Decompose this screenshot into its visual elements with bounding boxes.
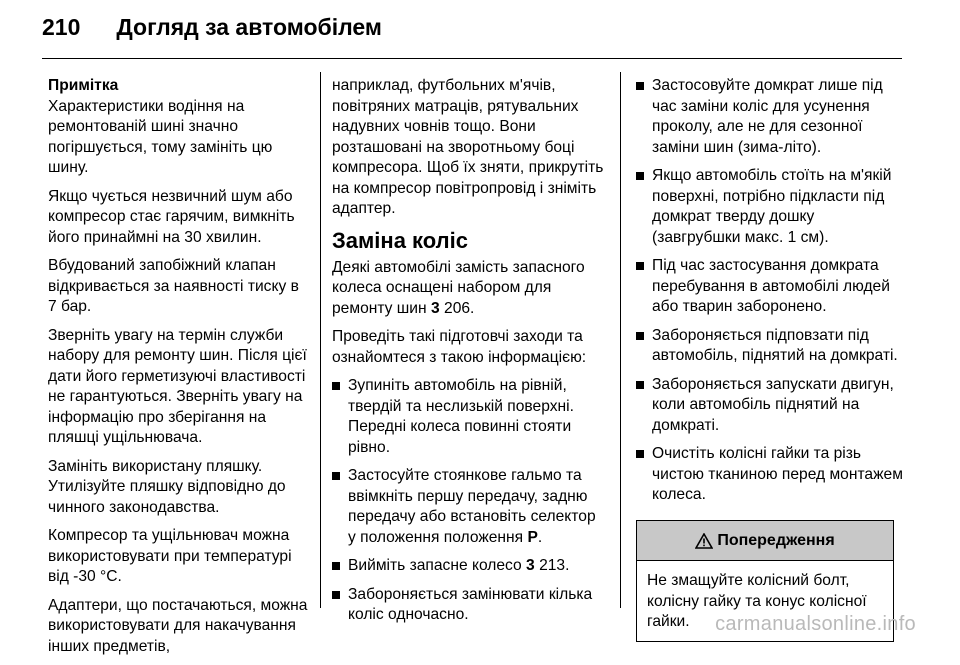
bullet-square-icon xyxy=(636,262,644,270)
paragraph: наприклад, футбольних м'ячів, повітряних матраців, рятувальних надувних човнів тощо. Вони розташовані на зворотньому боці компресора. Щоб їх зняти, прикрутіть на компресор повітропровід і зніміть адаптер. xyxy=(332,77,604,217)
list-item xyxy=(332,585,604,626)
bullet-square-icon xyxy=(636,332,644,340)
warning-title: Попередження xyxy=(717,531,835,549)
list-item xyxy=(636,444,904,506)
note-title: Примітка xyxy=(48,77,119,94)
bullet-square-icon xyxy=(636,82,644,90)
watermark: carmanualsonline.info xyxy=(715,613,916,635)
list-item xyxy=(332,376,604,458)
gear-position-p: P xyxy=(527,528,538,546)
list-item-text: Застосуйте стоянкове гальмо та ввімкніть першу передачу, задню передачу або встановіть селектор у положення положення xyxy=(348,467,596,546)
paragraph: Характеристики водіння на ремонтованій шині значно погіршується, тому замініть цю шину. xyxy=(48,97,273,176)
bullet-square-icon xyxy=(636,450,644,458)
column-divider-1 xyxy=(320,72,321,608)
prep-paragraph: Проведіть такі підготовчі заходи та ознайомтеся з такою інформацією: xyxy=(332,328,587,366)
intro-ref[interactable]: 206. xyxy=(444,299,475,317)
page-header xyxy=(42,14,382,54)
list-item-text: Вийміть запасне колесо xyxy=(348,557,522,574)
bullet-square-icon xyxy=(332,382,340,390)
column-2 xyxy=(332,76,604,634)
page-ref-icon: 3 xyxy=(526,557,535,574)
list-item: Застосуйте стоянкове гальмо та ввімкніть першу передачу, задню передачу або встановіть селектор у положення положення P. xyxy=(332,466,604,548)
safety-list xyxy=(636,76,904,506)
warning-triangle-icon xyxy=(695,533,713,549)
warning-header xyxy=(637,521,893,562)
column-1 xyxy=(48,76,308,665)
list-item-text: Забороняється замінювати кілька коліс одночасно. xyxy=(348,585,593,623)
bullet-square-icon xyxy=(332,472,340,480)
bullet-square-icon xyxy=(636,172,644,180)
bullet-square-icon xyxy=(332,562,340,570)
paragraph: Зверніть увагу на термін служби набору для ремонту шин. Після цієї дати його герметизуючі властивості не гарантуються. Зверніть увагу на інформацію про зберігання на пляшці ущільнювача. xyxy=(48,326,307,446)
column-divider-2 xyxy=(620,72,621,608)
list-item-text: Під час застосування домкрата перебування в автомобілі людей або тварин заборонено. xyxy=(652,257,890,315)
header-divider xyxy=(42,58,902,59)
page-ref-icon: 3 xyxy=(430,299,440,317)
list-item xyxy=(636,326,904,367)
paragraph: Вбудований запобіжний клапан відкривається за наявності тиску в 7 бар. xyxy=(48,257,299,315)
list-item-text: Очистіть колісні гайки та різь чистою тканиною перед монтажем колеса. xyxy=(652,445,903,503)
list-item xyxy=(332,556,604,577)
bullet-square-icon xyxy=(636,381,644,389)
list-item xyxy=(636,256,904,318)
bullet-square-icon xyxy=(332,591,340,599)
page-title: Догляд за автомобілем xyxy=(116,14,382,40)
list-item-text: Зупиніть автомобіль на рівній, твердій та неслизькій поверхні. Передні колеса повинні стояти рівно. xyxy=(348,377,574,456)
list-item xyxy=(636,166,904,248)
paragraph: Якщо чується незвичний шум або компресор стає гарячим, вимкніть його принаймні на 30 хвилин. xyxy=(48,187,295,246)
list-item-text: Застосовуйте домкрат лише під час заміни коліс для усунення проколу, але не для сезонної заміни шин (зима-літо). xyxy=(652,77,883,156)
list-item-text: Забороняється підповзати під автомобіль, піднятий на домкраті. xyxy=(652,326,898,364)
column-3 xyxy=(636,76,904,642)
bullet-ref[interactable]: 213. xyxy=(539,557,570,574)
list-item xyxy=(636,76,904,158)
paragraph: Адаптери, що постачаються, можна використовувати для накачування інших предметів, xyxy=(48,596,308,655)
intro-paragraph xyxy=(332,258,604,320)
section-heading: Заміна коліс xyxy=(332,227,468,253)
list-item-text: Забороняється запускати двигун, коли автомобіль піднятий на домкраті. xyxy=(652,375,894,434)
list-item-text: Якщо автомобіль стоїть на м'якій поверхні, потрібно підкласти під домкрат тверду дошку (завгрубшки макс. 1 см). xyxy=(652,167,892,246)
page-number: 210 xyxy=(42,14,81,40)
prep-list xyxy=(332,376,604,626)
warning-text: Не змащуйте колісний болт, колісну гайку та конус колісної гайки. xyxy=(647,572,867,630)
intro-text: Деякі автомобілі замість запасного колеса оснащені набором для ремонту шин xyxy=(332,258,585,317)
list-item xyxy=(636,375,904,437)
paragraph: Замініть використану пляшку. Утилізуйте пляшку відповідно до чинного законодавства. xyxy=(48,457,286,516)
paragraph: Компресор та ущільнювач можна використовувати при температурі від -30 °C. xyxy=(48,527,292,585)
